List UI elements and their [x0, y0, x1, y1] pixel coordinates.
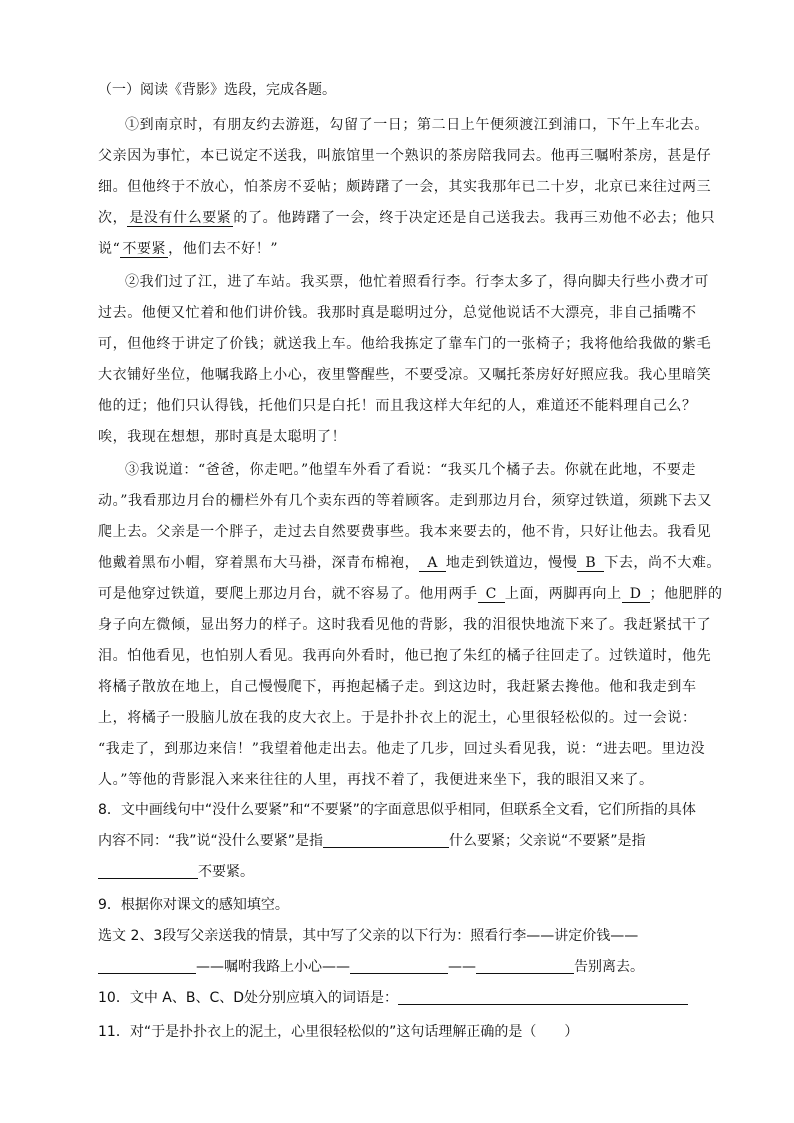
question-9-line1: 9．根据你对课文的感知填空。 — [98, 897, 289, 913]
text: 什么要紧；父亲说“不要紧”是指 — [449, 833, 646, 849]
text: 下去，尚不大难。 — [604, 555, 722, 571]
text: ——嘱咐我路上小心—— — [196, 959, 350, 975]
underlined-phrase-1: 是没有什么要紧 — [129, 210, 232, 226]
blank-A: A — [419, 555, 446, 572]
passage-p3-line5 — [98, 584, 723, 604]
question-8-line1: 8．文中画线句中“没什么要紧”和“不要紧”的字面意思似乎相同，但联系全文看，它们所指的具体 — [98, 802, 696, 818]
text: 内容不同：“我”说“没什么要紧”是指 — [98, 833, 324, 849]
answer-blank-9b[interactable] — [350, 957, 448, 974]
text: 10．文中 A、B、C、D处分别应填入的词语是： — [98, 990, 399, 1006]
question-8-line3 — [98, 862, 254, 882]
text: —— — [448, 959, 476, 975]
answer-blank-10[interactable] — [398, 988, 688, 1005]
blank-B: B — [577, 555, 604, 572]
passage-p3-line2: 动。”我看那边月台的栅栏外有几个卖东西的等着顾客。走到那边月台，须穿过铁道，须跳下去又 — [98, 493, 712, 509]
passage-p2-line6: 唉，我现在想想，那时真是太聪明了！ — [98, 429, 347, 445]
passage-p1-line4 — [98, 208, 715, 228]
blank-C: C — [478, 586, 505, 603]
text: 上面，两脚再向上 — [504, 586, 622, 602]
passage-p3-line8: 将橘子散放在地上，自己慢慢爬下，再抱起橘子走。到这边时，我赶紧去搀他。他和我走到车 — [98, 679, 697, 695]
text: 不要紧。 — [198, 864, 254, 880]
passage-p1-line3: 细。但他终于不放心，怕茶房不妥帖；颇踌躇了一会，其实我那年已二十岁，北京已来往过两三 — [98, 179, 712, 195]
passage-p3-line6: 身子向左微倾，显出努力的样子。这时我看见他的背影，我的泪很快地流下来了。我赶紧拭干了 — [98, 617, 712, 633]
passage-p3-line7: 泪。怕他看见，也怕别人看见。我再向外看时，他已抱了朱红的橘子往回走了。过铁道时，他先 — [98, 648, 712, 664]
text: 可是他穿过铁道，要爬上那边月台，就不容易了。他用两手 — [98, 586, 478, 602]
passage-p3-line9: 上，将橘子一股脑儿放在我的皮大衣上。于是扑扑衣上的泥土，心里很轻松似的。过一会说： — [98, 710, 697, 726]
answer-blank-8b[interactable] — [98, 862, 198, 879]
text: 的了。他踌躇了一会，终于决定还是自己送我去。我再三劝他不必去；他只 — [233, 210, 716, 226]
passage-p2-line2: 过去。他便又忙着和他们讲价钱。我那时真是聪明过分，总觉他说话不大漂亮，非自己插嘴不 — [98, 305, 697, 321]
passage-p1-line2: 父亲因为事忙，本已说定不送我，叫旅馆里一个熟识的茶房陪我同去。他再三嘱咐茶房，甚是仔 — [98, 148, 712, 164]
question-9-line2: 选文 2、3段写父亲送我的情景，其中写了父亲的以下行为：照看行李——讲定价钱—— — [98, 928, 639, 944]
answer-blank-9a[interactable] — [98, 957, 196, 974]
question-11: 11．对“于是扑扑衣上的泥土，心里很轻松似的”这句话理解正确的是（ ） — [98, 1024, 579, 1040]
answer-blank-8a[interactable] — [323, 831, 449, 848]
passage-p1-line5 — [98, 239, 278, 259]
text: 说“ — [98, 241, 121, 257]
passage-p2-line4: 大衣铺好坐位，他嘱我路上小心，夜里警醒些，不要受凉。又嘱托茶房好好照应我。我心里暗笑 — [98, 367, 712, 383]
passage-p1-line1: ①到南京时，有朋友约去游逛，勾留了一日；第二日上午便须渡江到浦口，下午上车北去。 — [125, 117, 709, 133]
passage-p3-line1: ③我说道：“爸爸，你走吧。”他望车外看了看说：“我买几个橘子去。你就在此地，不要走 — [125, 462, 697, 478]
text: ；他肥胖的 — [649, 586, 723, 602]
text: 次， — [98, 210, 128, 226]
text: 他戴着黑布小帽，穿着黑布大马褂，深青布棉袍， — [98, 555, 420, 571]
section-title: （一）阅读《背影》选段，完成各题。 — [98, 82, 336, 98]
answer-blank-9c[interactable] — [476, 957, 574, 974]
passage-p3-line3: 爬上去。父亲是一个胖子，走过去自然要费事些。我本来要去的，他不肯，只好让他去。我看见 — [98, 524, 712, 540]
text: 告别离去。 — [574, 959, 644, 975]
passage-p3-line10: “我走了，到那边来信！”我望着他走出去。他走了几步，回过头看见我，说：“进去吧。里边没 — [98, 741, 706, 757]
question-10 — [98, 988, 688, 1008]
question-9-line3 — [98, 957, 644, 977]
text: ，他们去不好！” — [168, 241, 279, 257]
question-8-line2 — [98, 831, 646, 851]
passage-p2-line3: 可，但他终于讲定了价钱；就送我上车。他给我拣定了靠车门的一张椅子；我将他给我做的紫毛 — [98, 336, 712, 352]
passage-p2-line5: 他的迂；他们只认得钱，托他们只是白托！而且我这样大年纪的人，难道还不能料理自己么？ — [98, 398, 697, 414]
underlined-phrase-2: 不要紧 — [122, 241, 167, 257]
blank-D: D — [622, 586, 650, 603]
passage-p3-line4 — [98, 553, 721, 573]
passage-p3-line11: 人。”等他的背影混入来来往往的人里，再找不着了，我便进来坐下，我的眼泪又来了。 — [98, 772, 654, 788]
passage-p2-line1: ②我们过了江，进了车站。我买票，他忙着照看行李。行李太多了，得向脚夫行些小费才可 — [125, 274, 709, 290]
text: 地走到铁道边，慢慢 — [445, 555, 578, 571]
